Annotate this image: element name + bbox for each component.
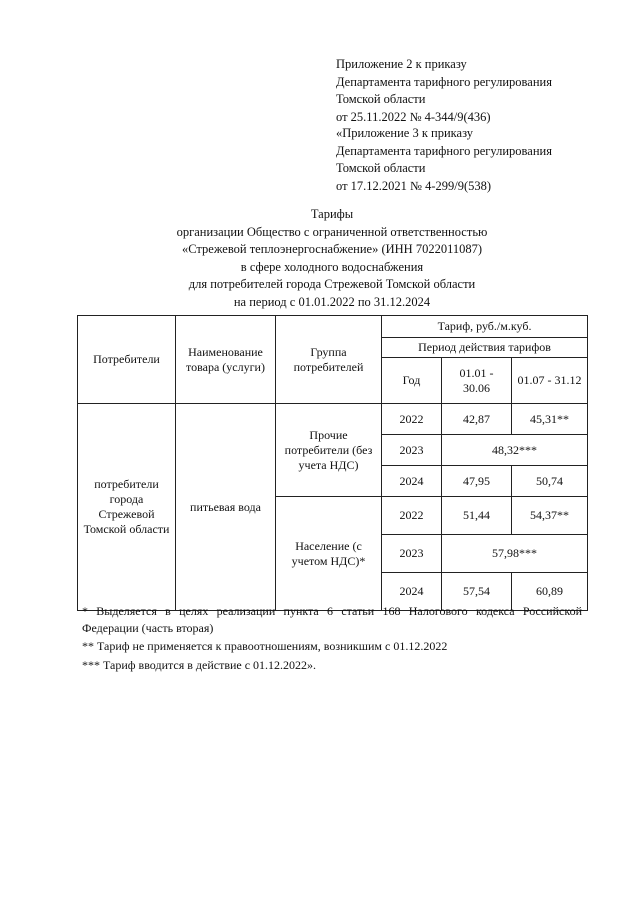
year-cell: 2024 [382, 573, 442, 611]
header-row [78, 316, 588, 338]
footnote: *** Тариф вводится в действие с 01.12.2022». [82, 657, 317, 672]
tariff-cell: 50,74 [512, 466, 588, 497]
appendix-line: Томской области [336, 161, 426, 175]
table-row [78, 404, 588, 435]
consumer-cell: потребители города Стрежевой Томской области [78, 404, 176, 611]
year-cell: 2022 [382, 404, 442, 435]
heading-line: в сфере холодного водоснабжения [240, 259, 424, 274]
group-cell: Прочие потребители (без учета НДС) [276, 404, 382, 497]
year-cell: 2023 [382, 435, 442, 466]
tariff-cell: 60,89 [512, 573, 588, 611]
heading-line: на период с 01.01.2022 по 31.12.2024 [233, 294, 431, 309]
header-group: Группа потребителей [276, 316, 382, 404]
appendix-line: «Приложение 3 к приказу [336, 126, 474, 140]
header-period: Период действия тарифов [382, 338, 588, 358]
appendix-line: Томской области [336, 92, 426, 106]
group-cell: Население (с учетом НДС)* [276, 497, 382, 611]
document-heading [0, 206, 640, 311]
tariff-cell: 45,31** [512, 404, 588, 435]
tariff-cell: 54,37** [512, 497, 588, 535]
appendix-reference-previous [336, 125, 552, 195]
footnote: ** Тариф не применяется к правоотношениям, возникшим с 01.12.2022 [82, 639, 448, 653]
appendix-reference-current [336, 56, 552, 126]
tariff-cell-merged: 48,32*** [442, 435, 588, 466]
tariff-cell: 57,54 [442, 573, 512, 611]
footnote: * Выделяется в целях реализации пункта 6 статьи 168 Налогового кодекса Российской Федерации (часть вторая) [82, 604, 582, 635]
product-cell: питьевая вода [176, 404, 276, 611]
heading-line: «Стрежевой теплоэнергоснабжение» (ИНН 7022011087) [181, 242, 483, 256]
appendix-line: Департамента тарифного регулирования [336, 143, 552, 158]
appendix-line: Департамента тарифного регулирования [336, 74, 552, 89]
year-cell: 2023 [382, 535, 442, 573]
header-half-2: 01.07 - 31.12 [512, 358, 588, 404]
tariff-cell: 47,95 [442, 466, 512, 497]
year-cell: 2024 [382, 466, 442, 497]
header-half-1: 01.01 - 30.06 [442, 358, 512, 404]
heading-line: для потребителей города Стрежевой Томской области [188, 277, 476, 291]
year-cell: 2022 [382, 497, 442, 535]
appendix-line: от 17.12.2021 № 4-299/9(538) [336, 178, 492, 193]
appendix-line: Приложение 2 к приказу [336, 57, 467, 71]
heading-line: организации Общество с ограниченной ответственностью [176, 224, 488, 239]
tariff-cell: 51,44 [442, 497, 512, 535]
appendix-line: от 25.11.2022 № 4-344/9(436) [336, 109, 491, 124]
tariff-cell-merged: 57,98*** [442, 535, 588, 573]
header-product: Наименование товара (услуги) [176, 316, 276, 404]
header-consumers: Потребители [78, 316, 176, 404]
header-tariff: Тариф, руб./м.куб. [382, 316, 588, 338]
header-year: Год [382, 358, 442, 404]
footnotes [82, 603, 582, 675]
tariff-table [77, 315, 588, 611]
document-title: Тарифы [310, 207, 354, 221]
tariff-cell: 42,87 [442, 404, 512, 435]
